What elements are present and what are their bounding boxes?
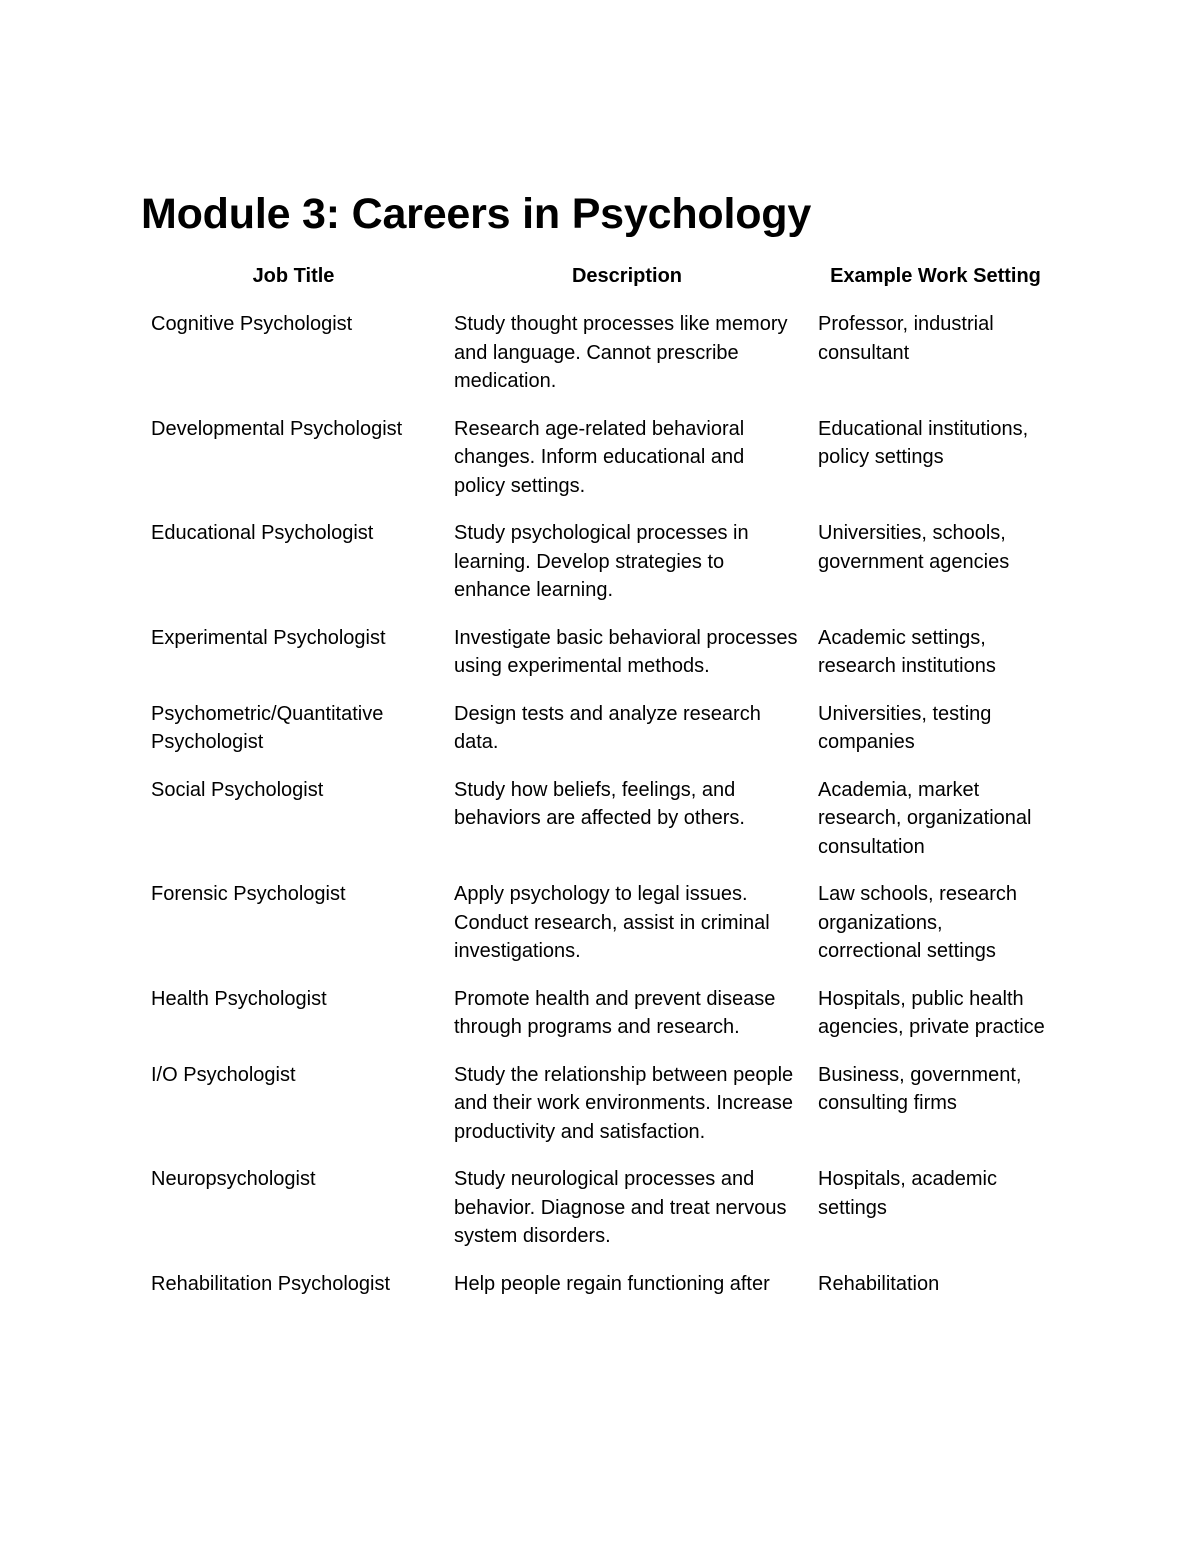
cell-work-setting: Business, government, consulting firms bbox=[818, 1063, 1022, 1114]
careers-table bbox=[141, 258, 1059, 1298]
cell-description: Help people regain functioning after bbox=[454, 1272, 770, 1295]
cell-job-title: Experimental Psychologist bbox=[151, 626, 386, 649]
cell-work-setting: Professor, industrial consultant bbox=[818, 313, 994, 364]
cell-job-title: Psychometric/Quantitative Psychologist bbox=[151, 702, 384, 753]
cell-work-setting: Hospitals, academic settings bbox=[818, 1168, 997, 1219]
cell-description: Study neurological processes and behavior. Diagnose and treat nervous system disorders. bbox=[454, 1168, 787, 1247]
cell-work-setting: Law schools, research organizations, correctional settings bbox=[818, 883, 1017, 962]
cell-job-title: Rehabilitation Psychologist bbox=[151, 1272, 391, 1295]
header-example-work-setting: Example Work Setting bbox=[830, 265, 1041, 287]
header-description: Description bbox=[571, 265, 683, 287]
cell-work-setting: Educational institutions, policy settings bbox=[818, 417, 1029, 468]
table-row bbox=[141, 1165, 1059, 1270]
table-row bbox=[141, 985, 1059, 1061]
cell-job-title: Cognitive Psychologist bbox=[151, 313, 353, 335]
cell-description: Study how beliefs, feelings, and behaviors are affected by others. bbox=[454, 778, 745, 829]
cell-description: Study thought processes like memory and language. Cannot prescribe medication. bbox=[454, 313, 788, 392]
cell-job-title: I/O Psychologist bbox=[151, 1063, 296, 1086]
cell-description: Investigate basic behavioral processes using experimental methods. bbox=[454, 626, 798, 677]
table-row bbox=[141, 700, 1059, 776]
cell-job-title: Educational Psychologist bbox=[151, 522, 374, 544]
cell-job-title: Neuropsychologist bbox=[151, 1168, 316, 1190]
page-title: Module 3: Careers in Psychology bbox=[141, 190, 812, 238]
cell-description: Design tests and analyze research data. bbox=[454, 702, 761, 753]
table-body bbox=[141, 310, 1059, 1298]
table-row bbox=[141, 310, 1059, 415]
cell-job-title: Health Psychologist bbox=[151, 987, 327, 1010]
table-header bbox=[141, 258, 1059, 310]
cell-work-setting: Academia, market research, organizational consultation bbox=[818, 778, 1032, 858]
header-job-title: Job Title bbox=[252, 265, 335, 287]
cell-description: Research age-related behavioral changes. Inform educational and policy settings. bbox=[454, 417, 745, 497]
cell-work-setting: Universities, schools, government agencies bbox=[818, 522, 1010, 573]
table-row bbox=[141, 519, 1059, 624]
cell-description: Study the relationship between people and their work environments. Increase productivity and satisfaction. bbox=[454, 1063, 794, 1143]
table-row bbox=[141, 1270, 1059, 1299]
table-row bbox=[141, 1061, 1059, 1166]
table-row bbox=[141, 776, 1059, 881]
cell-job-title: Social Psychologist bbox=[151, 778, 324, 801]
cell-work-setting: Hospitals, public health agencies, private practice bbox=[818, 987, 1045, 1038]
table-row bbox=[141, 624, 1059, 700]
cell-description: Promote health and prevent disease through programs and research. bbox=[454, 987, 776, 1038]
cell-work-setting: Academic settings, research institutions bbox=[818, 626, 996, 677]
header-row bbox=[141, 258, 1059, 310]
cell-work-setting: Rehabilitation bbox=[818, 1272, 940, 1295]
cell-description: Apply psychology to legal issues. Conduct research, assist in criminal investigations. bbox=[454, 883, 770, 962]
cell-description: Study psychological processes in learning. Develop strategies to enhance learning. bbox=[454, 522, 749, 601]
cell-job-title: Forensic Psychologist bbox=[151, 883, 346, 905]
cell-job-title: Developmental Psychologist bbox=[151, 417, 403, 440]
table-row bbox=[141, 415, 1059, 520]
table-row bbox=[141, 880, 1059, 985]
cell-work-setting: Universities, testing companies bbox=[818, 702, 992, 753]
